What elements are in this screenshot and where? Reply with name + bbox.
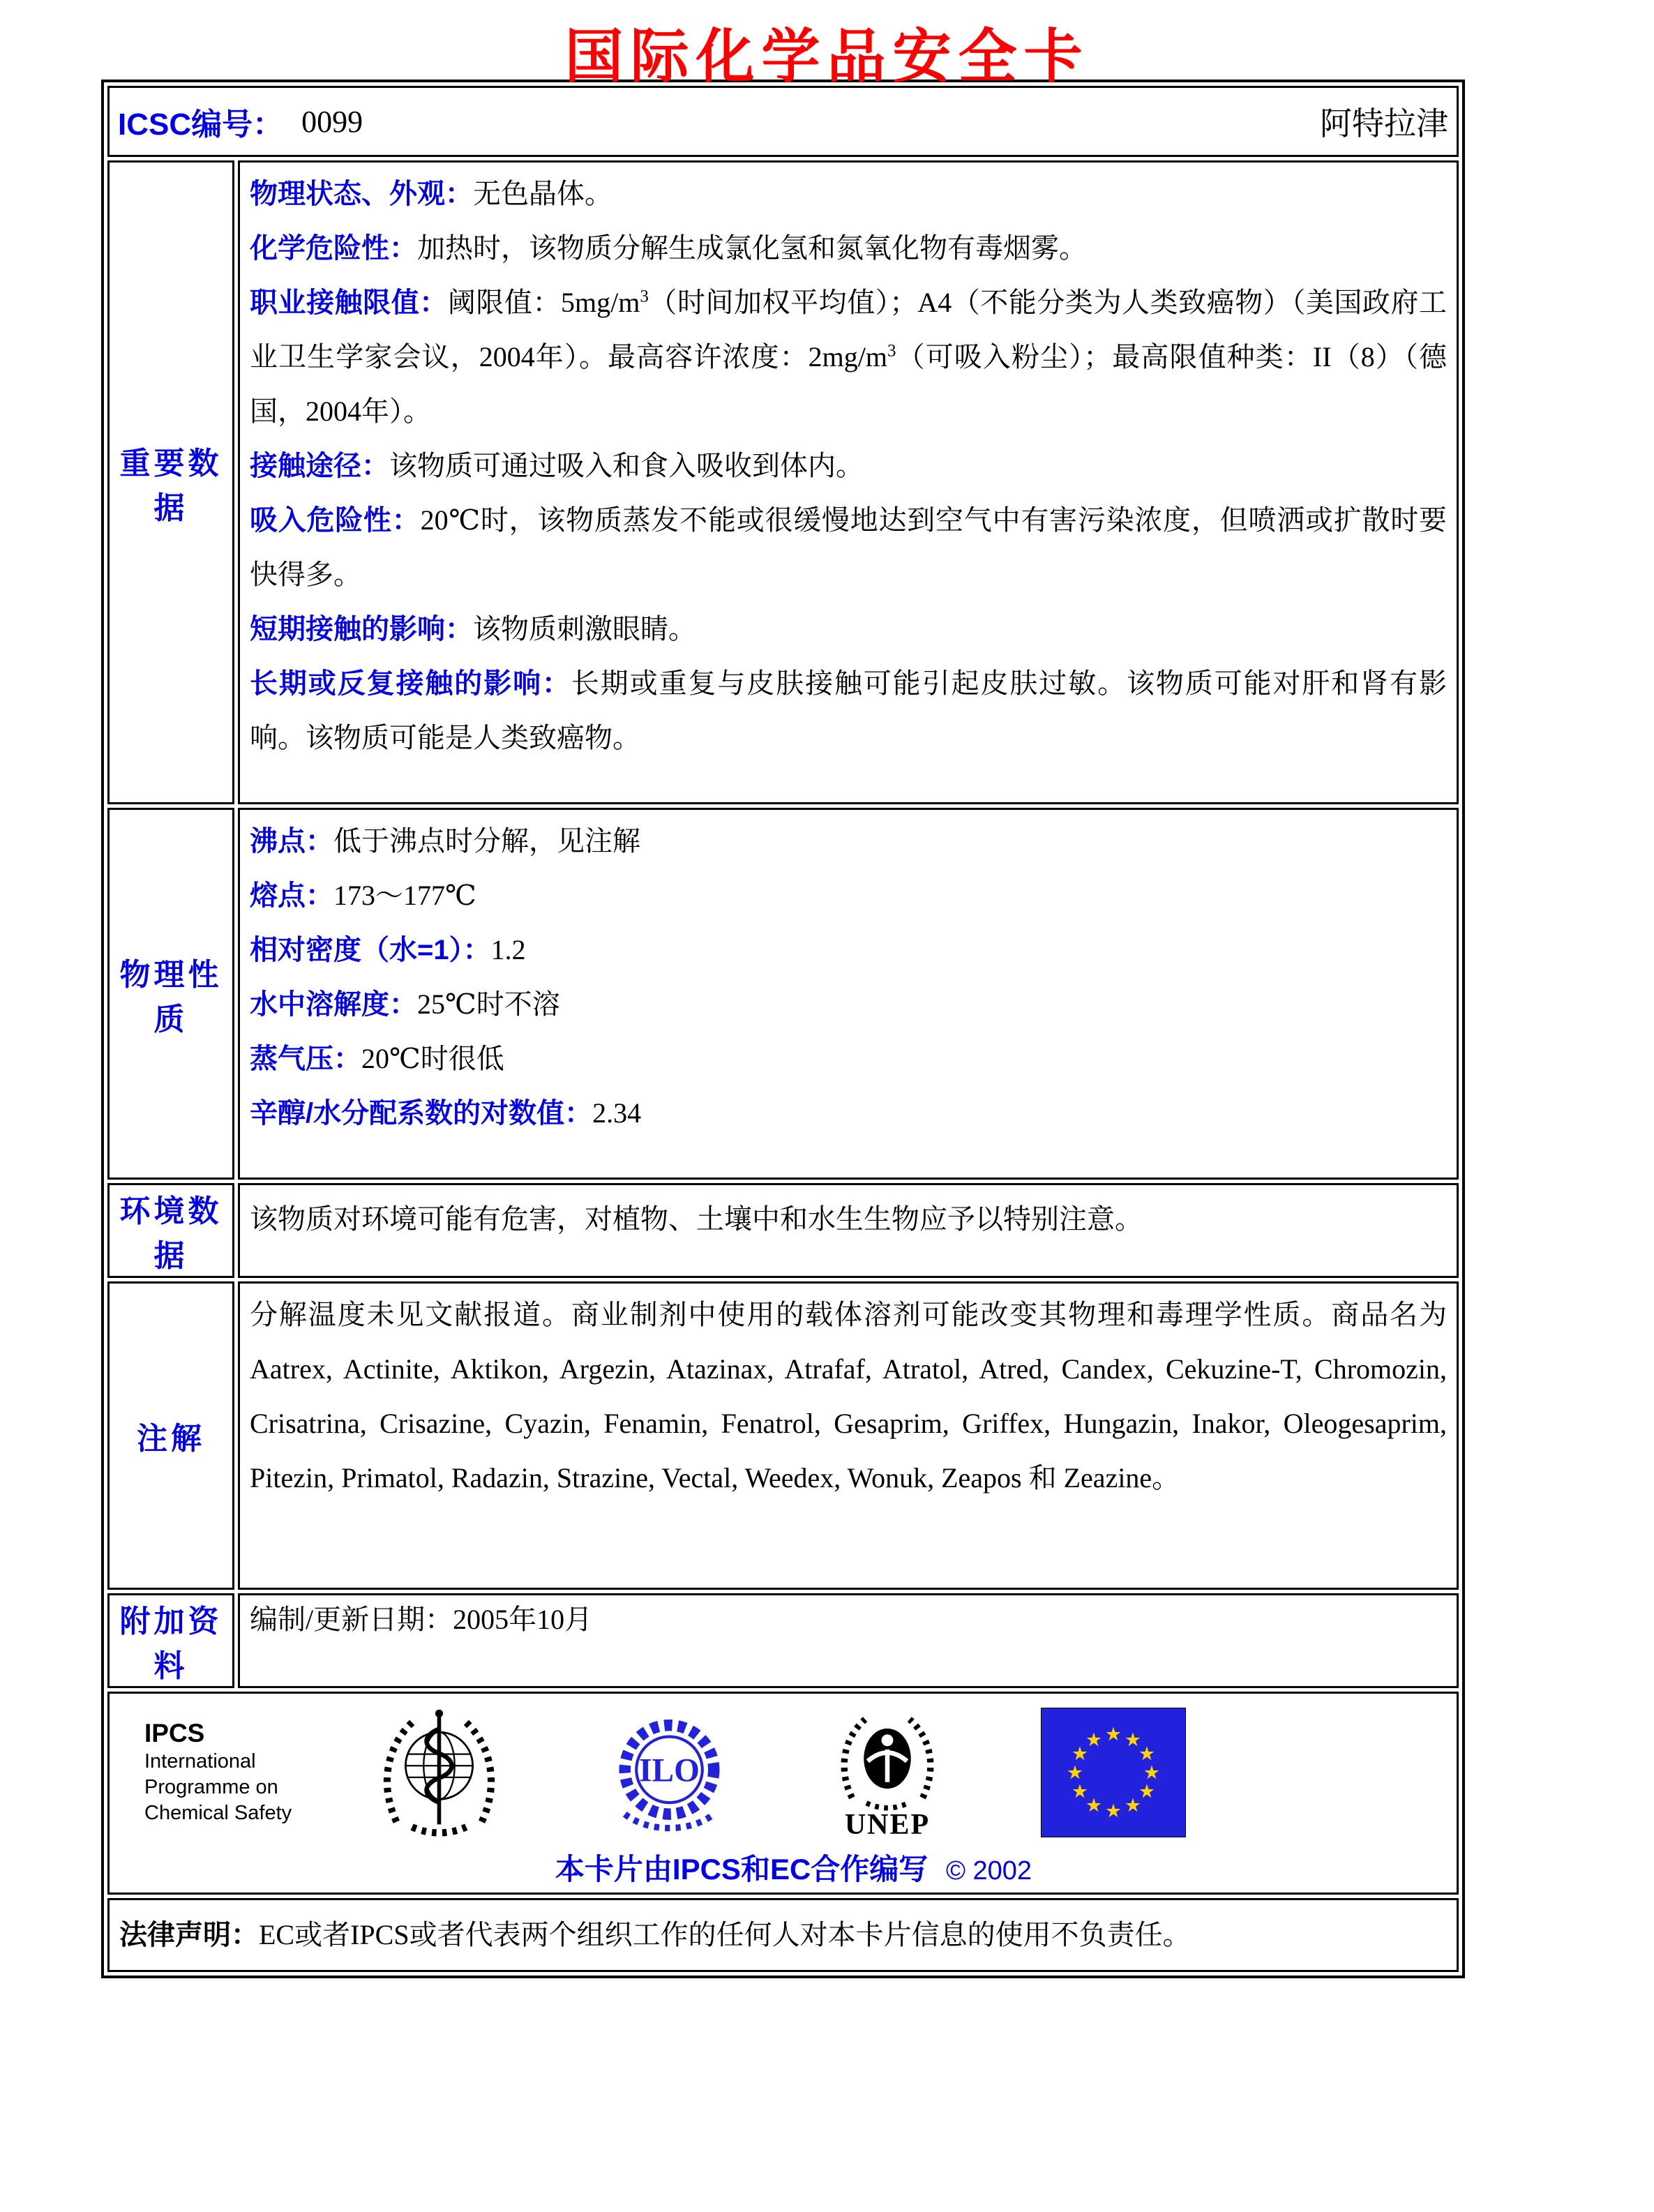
credit-text: 本卡片由IPCS和EC合作编写 [555,1853,929,1886]
physical-properties-content [238,808,1459,1180]
ilo-emblem-icon [605,1706,734,1839]
who-logo [375,1701,504,1844]
eu-star-icon: ★ [1104,1723,1122,1745]
row-label-important-data: 重要数据 [107,160,234,804]
eu-star-icon: ★ [1124,1794,1142,1816]
row-label-environmental-data: 环境数据 [107,1183,234,1278]
legal-notice-text: EC或者IPCS或者代表两个组织工作的任何人对本卡片信息的使用不负责任。 [259,1919,1191,1950]
eu-star-icon: ★ [1104,1800,1122,1822]
field-line: 短期接触的影响：该物质刺激眼睛。 [250,613,696,645]
field-line: 熔点：173～177℃ [250,880,476,911]
field-line: 蒸气压：20℃时很低 [250,1043,504,1074]
icsc-number-value: 0099 [301,104,363,139]
legal-notice-label: 法律声明： [119,1920,259,1950]
field-line: 沸点：低于沸点时分解，见注解 [250,825,640,857]
row-label-additional-information: 附加资料 [107,1593,234,1688]
row-label-physical-properties: 物理性质 [107,808,234,1180]
superscript: 3 [640,287,649,306]
field-line: 接触途径：该物质可通过吸入和食入吸收到体内。 [250,450,864,481]
eu-star-icon: ★ [1066,1761,1084,1784]
notes-content [238,1281,1459,1590]
legal-notice-line [119,1910,1447,1960]
field-line: 长期或反复接触的影响：长期或重复与皮肤接触可能引起皮肤过敏。该物质可能对肝和肾有影响。该物质可能是人类致癌物。 [250,668,1448,753]
field-line: 职业接触限值：阈限值：$5mg/m^3$（时间加权平均值）；A4（不能分类为人类致癌物）（美国政府工业卫生学家会议，2004年）。最高容许浓度：$2mg/m^3$（可吸入粉尘）；最高限值种类：II（8）（德国，2004年）。 [250,287,1448,427]
eu-star-icon: ★ [1138,1780,1156,1803]
field-label: 吸入危险性： [250,505,421,536]
field-label: 水中溶解度： [250,989,417,1020]
field-label: 长期或反复接触的影响： [250,668,571,699]
icsc-card-table [101,80,1465,1978]
unep-emblem-icon [835,1706,940,1811]
page-title: 国际化学品安全卡 [564,25,1090,90]
notes-text: 分解温度未见文献报道。商业制剂中使用的载体溶剂可能改变其物理和毒理学性质。商品名为Aatrex, Actinite, Aktikon, Argezin, Atazinax, Atrafaf, Atratol, Atred, Candex, Cekuzine-T, Chromozin, Crisatrina, Crisazine, Cyazin, Fenamin, Fenatrol, Gesaprim, Griffex, Hungazin, Inakor, Oleogesaprim, Pitezin, Primatol, Radazin, Strazine, Vectal, Weedex, Wonuk, Zeapos 和 Zeazine。 [250,1299,1447,1494]
eu-star-icon: ★ [1071,1743,1089,1765]
ipcs-text-block [144,1718,375,1826]
field-label: 熔点： [250,880,333,911]
field-label: 短期接触的影响： [250,614,473,645]
field-line: 辛醇/水分配系数的对数值：2.34 [250,1097,642,1129]
field-label: 沸点： [250,826,333,857]
ipcs-line: Programme on [144,1776,278,1798]
field-label: 物理状态、外观： [250,179,473,209]
eu-star-icon: ★ [1071,1780,1089,1803]
chemical-name: 阿特拉津 [1320,106,1448,142]
field-line: 水中溶解度：25℃时不溶 [250,988,560,1020]
field-line: 相对密度（水=1）：1.2 [250,934,526,965]
card-header-row [107,86,1459,157]
field-label: 化学危险性： [250,233,417,264]
ipcs-acronym: IPCS [144,1719,205,1747]
field-label: 相对密度（水=1）： [250,935,491,965]
unep-label: UNEP [844,1808,931,1841]
unep-logo [835,1706,940,1839]
row-label-notes: 注解 [107,1281,234,1590]
eu-star-icon: ★ [1138,1743,1156,1765]
credit-line [144,1846,1443,1888]
environmental-data-text: 该物质对环境可能有危害，对植物、土壤中和水生生物应予以特别注意。 [250,1203,1143,1235]
eu-flag-icon [1041,1708,1186,1837]
environmental-data-content [238,1183,1459,1278]
ilo-logo [605,1706,734,1839]
field-line: 化学危险性：加热时，该物质分解生成氯化氢和氮氧化物有毒烟雾。 [250,232,1087,264]
eu-star-icon: ★ [1085,1794,1103,1816]
field-line: 吸入危险性：20℃时，该物质蒸发不能或很缓慢地达到空气中有害污染浓度，但喷洒或扩散时要快得多。 [250,504,1447,590]
eu-star-icon: ★ [1124,1729,1142,1751]
additional-information-content [238,1593,1459,1688]
update-date-text: 编制/更新日期：2005年10月 [250,1604,593,1635]
eu-flag [1041,1708,1186,1837]
credit-year: © 2002 [945,1856,1032,1886]
field-label: 蒸气压： [250,1044,361,1074]
eu-star-icon: ★ [1143,1761,1161,1784]
ilo-letters: ILO [639,1752,700,1789]
ipcs-line: International [144,1750,256,1773]
field-label: 职业接触限值： [250,287,448,318]
icsc-number-label: ICSC编号： [118,107,284,142]
field-line: 物理状态、外观：无色晶体。 [250,178,612,209]
ipcs-line: Chemical Safety [144,1802,292,1824]
field-label: 辛醇/水分配系数的对数值： [250,1098,593,1129]
important-data-content [238,160,1459,804]
footer-logos-row [107,1692,1459,1895]
field-label: 接触途径： [250,451,389,481]
who-emblem-icon [375,1701,504,1844]
eu-star-icon: ★ [1085,1729,1103,1751]
superscript: 3 [887,341,896,361]
legal-notice-row [107,1898,1459,1972]
